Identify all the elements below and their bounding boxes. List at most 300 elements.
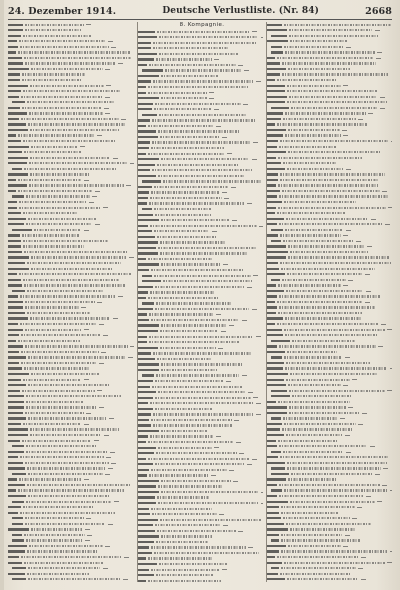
line-surname bbox=[267, 168, 285, 170]
line-surname bbox=[8, 395, 24, 397]
line-dash bbox=[356, 241, 361, 242]
line-surname bbox=[267, 24, 282, 26]
line-text bbox=[277, 79, 337, 81]
line-text bbox=[282, 190, 380, 192]
line-surname bbox=[267, 129, 286, 131]
line-surname bbox=[267, 218, 284, 220]
line-surname bbox=[267, 534, 279, 536]
line-surname bbox=[138, 236, 155, 238]
line-surname bbox=[271, 356, 282, 358]
line-dash bbox=[361, 557, 366, 558]
line-dash bbox=[252, 309, 257, 310]
line-text bbox=[154, 108, 212, 110]
line-text bbox=[20, 456, 104, 458]
line-dash bbox=[224, 198, 229, 199]
line-surname bbox=[138, 463, 153, 465]
line-dash bbox=[216, 126, 221, 127]
line-text bbox=[161, 430, 208, 432]
line-dash bbox=[95, 224, 100, 225]
line-dash bbox=[226, 381, 231, 382]
line-text bbox=[281, 550, 387, 552]
line-surname bbox=[138, 186, 152, 188]
line-dash bbox=[222, 137, 227, 138]
line-dash bbox=[104, 108, 109, 109]
line-text bbox=[20, 295, 115, 297]
line-text bbox=[160, 241, 226, 243]
line-surname bbox=[8, 184, 27, 186]
line-surname bbox=[267, 428, 280, 430]
line-text bbox=[161, 480, 231, 482]
line-text bbox=[277, 57, 373, 59]
line-surname bbox=[267, 101, 285, 103]
line-surname bbox=[267, 68, 286, 70]
line-text bbox=[22, 234, 79, 236]
line-text bbox=[23, 240, 108, 242]
line-surname bbox=[138, 175, 156, 177]
line-surname bbox=[267, 362, 284, 364]
line-dash bbox=[95, 191, 100, 192]
line-dash bbox=[239, 453, 244, 454]
line-surname bbox=[267, 517, 281, 519]
line-text bbox=[30, 129, 119, 131]
line-text bbox=[283, 417, 337, 419]
line-text bbox=[158, 130, 239, 132]
line-text bbox=[279, 195, 388, 197]
line-text bbox=[19, 478, 81, 480]
line-text bbox=[281, 512, 338, 514]
line-surname bbox=[138, 419, 149, 421]
line-dash bbox=[209, 92, 214, 93]
line-text bbox=[152, 169, 252, 171]
line-dash bbox=[113, 318, 118, 319]
line-text bbox=[24, 57, 131, 59]
line-text bbox=[148, 258, 212, 260]
line-surname bbox=[8, 273, 17, 275]
line-dash bbox=[234, 420, 239, 421]
line-text bbox=[23, 279, 119, 281]
line-surname bbox=[138, 535, 159, 537]
line-text bbox=[154, 208, 212, 210]
line-dash bbox=[378, 346, 383, 347]
line-text bbox=[286, 379, 350, 381]
line-surname bbox=[138, 202, 147, 204]
line-text bbox=[18, 134, 95, 136]
line-text bbox=[158, 175, 244, 177]
line-surname bbox=[8, 373, 29, 375]
line-text bbox=[158, 485, 222, 487]
line-dash bbox=[381, 324, 386, 325]
line-text bbox=[156, 541, 208, 543]
line-dash bbox=[106, 85, 111, 86]
line-text bbox=[278, 284, 341, 286]
line-dash bbox=[227, 153, 232, 154]
line-text bbox=[28, 123, 125, 125]
line-text bbox=[149, 474, 208, 476]
line-surname bbox=[267, 434, 284, 436]
line-surname bbox=[8, 329, 23, 331]
line-text bbox=[149, 202, 244, 204]
line-surname bbox=[267, 112, 283, 114]
line-surname bbox=[8, 262, 25, 264]
line-dash bbox=[345, 535, 350, 536]
line-surname bbox=[8, 390, 20, 392]
line-surname bbox=[8, 201, 17, 203]
line-surname bbox=[8, 467, 25, 469]
line-text bbox=[28, 384, 110, 386]
line-text bbox=[18, 340, 80, 342]
column-heading: 8. Kompagnie. bbox=[179, 22, 225, 28]
line-surname bbox=[267, 184, 276, 186]
line-text bbox=[285, 367, 387, 369]
line-surname bbox=[138, 480, 159, 482]
line-text bbox=[290, 373, 377, 375]
line-dash bbox=[222, 569, 227, 570]
line-surname bbox=[8, 85, 28, 87]
line-surname bbox=[267, 234, 278, 236]
line-text bbox=[290, 40, 348, 42]
line-surname bbox=[8, 151, 22, 153]
line-surname bbox=[267, 462, 285, 464]
line-text bbox=[289, 390, 385, 392]
line-text bbox=[280, 456, 388, 458]
line-text bbox=[157, 358, 212, 360]
line-dash bbox=[216, 436, 221, 437]
line-text bbox=[151, 319, 239, 321]
line-text bbox=[279, 345, 376, 347]
line-text bbox=[18, 190, 92, 192]
line-dash bbox=[216, 314, 221, 315]
line-dash bbox=[84, 379, 89, 380]
line-text bbox=[23, 35, 92, 37]
line-text bbox=[281, 567, 356, 569]
line-text bbox=[287, 462, 387, 464]
header-title-group bbox=[162, 6, 319, 16]
line-surname bbox=[138, 119, 150, 121]
line-text bbox=[284, 201, 356, 203]
line-text bbox=[29, 162, 128, 164]
line-surname bbox=[138, 130, 156, 132]
line-text bbox=[26, 395, 121, 397]
line-text bbox=[19, 201, 86, 203]
line-text bbox=[26, 406, 96, 408]
header-rule bbox=[8, 19, 392, 20]
line-text bbox=[154, 186, 228, 188]
line-surname bbox=[138, 563, 157, 565]
line-dash bbox=[343, 385, 348, 386]
line-surname bbox=[138, 435, 148, 437]
line-text bbox=[280, 179, 378, 181]
line-dash bbox=[219, 514, 224, 515]
line-text bbox=[288, 151, 381, 153]
line-surname bbox=[267, 423, 282, 425]
line-dash bbox=[99, 407, 104, 408]
line-surname bbox=[138, 485, 156, 487]
line-surname bbox=[138, 191, 149, 193]
line-text bbox=[287, 467, 381, 469]
line-text bbox=[25, 523, 105, 525]
line-text bbox=[279, 295, 380, 297]
line-surname bbox=[8, 528, 29, 530]
line-surname bbox=[267, 195, 277, 197]
line-text bbox=[25, 329, 81, 331]
line-text bbox=[22, 79, 81, 81]
line-surname bbox=[12, 534, 22, 536]
line-text bbox=[281, 268, 375, 270]
line-dash bbox=[365, 302, 370, 303]
line-text bbox=[25, 462, 109, 464]
line-surname bbox=[12, 567, 26, 569]
line-surname bbox=[12, 290, 25, 292]
line-text bbox=[153, 47, 228, 49]
line-surname bbox=[8, 379, 21, 381]
line-text bbox=[30, 434, 101, 436]
line-surname bbox=[138, 441, 146, 443]
line-surname bbox=[8, 29, 23, 31]
line-text bbox=[24, 534, 85, 536]
line-text bbox=[277, 323, 378, 325]
line-dash bbox=[218, 348, 223, 349]
line-text bbox=[23, 506, 94, 508]
line-surname bbox=[8, 118, 19, 120]
line-surname bbox=[267, 223, 277, 225]
line-surname bbox=[12, 445, 24, 447]
line-dash bbox=[126, 185, 131, 186]
line-surname bbox=[8, 73, 20, 75]
line-surname bbox=[8, 423, 21, 425]
line-surname bbox=[267, 351, 285, 353]
line-surname bbox=[8, 112, 27, 114]
line-text bbox=[160, 252, 247, 254]
line-dash bbox=[248, 392, 253, 393]
line-dash bbox=[340, 418, 345, 419]
line-surname bbox=[138, 291, 148, 293]
line-surname bbox=[8, 362, 19, 364]
line-dash bbox=[105, 69, 110, 70]
line-text bbox=[278, 157, 362, 159]
line-surname bbox=[138, 574, 154, 576]
line-dash bbox=[345, 357, 350, 358]
line-text bbox=[278, 184, 378, 186]
line-surname bbox=[271, 539, 279, 541]
line-surname bbox=[138, 569, 149, 571]
line-text bbox=[287, 168, 343, 170]
line-surname bbox=[8, 456, 18, 458]
line-surname bbox=[267, 251, 288, 253]
line-dash bbox=[348, 280, 353, 281]
line-text bbox=[286, 290, 363, 292]
line-surname bbox=[267, 29, 287, 31]
line-text bbox=[159, 36, 258, 38]
line-text bbox=[289, 406, 346, 408]
line-surname bbox=[138, 413, 151, 415]
line-dash bbox=[108, 41, 113, 42]
line-surname bbox=[267, 301, 275, 303]
text-line bbox=[267, 577, 392, 582]
line-surname bbox=[8, 306, 23, 308]
line-dash bbox=[253, 275, 258, 276]
line-surname bbox=[267, 62, 280, 64]
line-surname bbox=[138, 524, 153, 526]
line-dash bbox=[86, 24, 91, 25]
line-text bbox=[288, 478, 336, 480]
line-text bbox=[20, 512, 115, 514]
line-text bbox=[21, 96, 103, 98]
line-dash bbox=[390, 551, 393, 552]
line-dash bbox=[103, 335, 108, 336]
line-dash bbox=[388, 207, 392, 208]
column-lines bbox=[267, 22, 392, 582]
line-text bbox=[153, 42, 257, 44]
line-dash bbox=[342, 130, 347, 131]
line-surname bbox=[8, 179, 16, 181]
line-text bbox=[155, 408, 212, 410]
line-text bbox=[285, 317, 362, 319]
line-text bbox=[23, 245, 84, 247]
line-dash bbox=[380, 97, 385, 98]
line-dash bbox=[86, 413, 91, 414]
line-surname bbox=[267, 523, 284, 525]
line-dash bbox=[214, 109, 219, 110]
line-dash bbox=[212, 231, 217, 232]
line-text bbox=[280, 173, 385, 175]
line-text bbox=[163, 180, 262, 182]
line-dash bbox=[348, 407, 353, 408]
line-text bbox=[22, 390, 95, 392]
line-surname bbox=[138, 225, 148, 227]
line-text bbox=[34, 229, 81, 231]
line-surname bbox=[8, 351, 19, 353]
line-surname bbox=[267, 190, 280, 192]
line-surname bbox=[8, 107, 20, 109]
text-line bbox=[8, 577, 134, 582]
line-text bbox=[280, 573, 350, 575]
line-dash bbox=[259, 226, 263, 227]
line-dash bbox=[256, 403, 261, 404]
line-dash bbox=[99, 363, 104, 364]
column-right bbox=[266, 22, 392, 582]
line-text bbox=[288, 245, 365, 247]
line-text bbox=[148, 92, 207, 94]
line-surname bbox=[138, 469, 149, 471]
line-dash bbox=[80, 146, 85, 147]
line-text bbox=[157, 496, 209, 498]
line-text bbox=[287, 351, 337, 353]
line-dash bbox=[346, 47, 351, 48]
column-lines bbox=[138, 29, 263, 582]
line-text bbox=[160, 347, 216, 349]
line-surname bbox=[138, 502, 156, 504]
line-surname bbox=[12, 523, 23, 525]
line-surname bbox=[267, 512, 279, 514]
line-dash bbox=[385, 224, 390, 225]
line-text bbox=[21, 351, 99, 353]
line-surname bbox=[267, 506, 279, 508]
line-surname bbox=[271, 35, 287, 37]
line-text bbox=[158, 247, 257, 249]
line-text bbox=[155, 308, 249, 310]
line-surname bbox=[138, 386, 150, 388]
line-surname bbox=[8, 245, 21, 247]
line-text bbox=[155, 380, 223, 382]
line-surname bbox=[8, 401, 24, 403]
line-text bbox=[27, 550, 97, 552]
line-surname bbox=[8, 284, 22, 286]
line-surname bbox=[271, 489, 282, 491]
line-text bbox=[150, 291, 214, 293]
line-text bbox=[30, 85, 104, 87]
line-surname bbox=[8, 134, 16, 136]
line-text bbox=[277, 556, 358, 558]
line-text bbox=[27, 101, 115, 103]
line-text bbox=[151, 269, 243, 271]
line-text bbox=[21, 334, 100, 336]
line-surname bbox=[267, 578, 285, 580]
line-text bbox=[156, 452, 237, 454]
line-text bbox=[281, 534, 342, 536]
line-surname bbox=[8, 90, 21, 92]
line-surname bbox=[267, 118, 281, 120]
line-surname bbox=[138, 330, 158, 332]
line-surname bbox=[267, 273, 285, 275]
columns bbox=[8, 22, 392, 582]
line-text bbox=[285, 112, 366, 114]
line-text bbox=[26, 223, 92, 225]
line-text bbox=[289, 35, 378, 37]
line-dash bbox=[221, 331, 226, 332]
line-text bbox=[26, 445, 96, 447]
line-text bbox=[161, 535, 212, 537]
line-surname bbox=[267, 329, 282, 331]
line-text bbox=[148, 458, 249, 460]
line-text bbox=[26, 401, 84, 403]
line-text bbox=[149, 64, 236, 66]
line-surname bbox=[138, 491, 159, 493]
line-dash bbox=[358, 424, 363, 425]
line-text bbox=[289, 96, 377, 98]
line-surname bbox=[267, 379, 284, 381]
line-text bbox=[282, 73, 388, 75]
line-surname bbox=[8, 317, 28, 319]
line-dash bbox=[352, 379, 357, 380]
line-surname bbox=[138, 31, 155, 33]
line-surname bbox=[138, 447, 156, 449]
line-text bbox=[27, 467, 105, 469]
line-dash bbox=[109, 418, 114, 419]
line-surname bbox=[267, 96, 287, 98]
line-text bbox=[150, 197, 222, 199]
line-text bbox=[19, 273, 131, 275]
line-surname bbox=[138, 458, 146, 460]
line-surname bbox=[267, 373, 288, 375]
line-surname bbox=[267, 456, 278, 458]
line-dash bbox=[121, 119, 126, 120]
line-dash bbox=[346, 169, 351, 170]
line-surname bbox=[138, 391, 156, 393]
line-dash bbox=[232, 220, 237, 221]
line-surname bbox=[138, 153, 146, 155]
line-surname bbox=[138, 80, 151, 82]
line-dash bbox=[84, 479, 89, 480]
line-dash bbox=[223, 525, 228, 526]
line-text bbox=[157, 31, 249, 33]
line-surname bbox=[8, 412, 23, 414]
line-text bbox=[288, 384, 341, 386]
scan-edge bbox=[0, 0, 4, 590]
line-surname bbox=[267, 501, 288, 503]
line-dash bbox=[105, 546, 110, 547]
line-text bbox=[24, 284, 126, 286]
line-surname bbox=[267, 334, 283, 336]
